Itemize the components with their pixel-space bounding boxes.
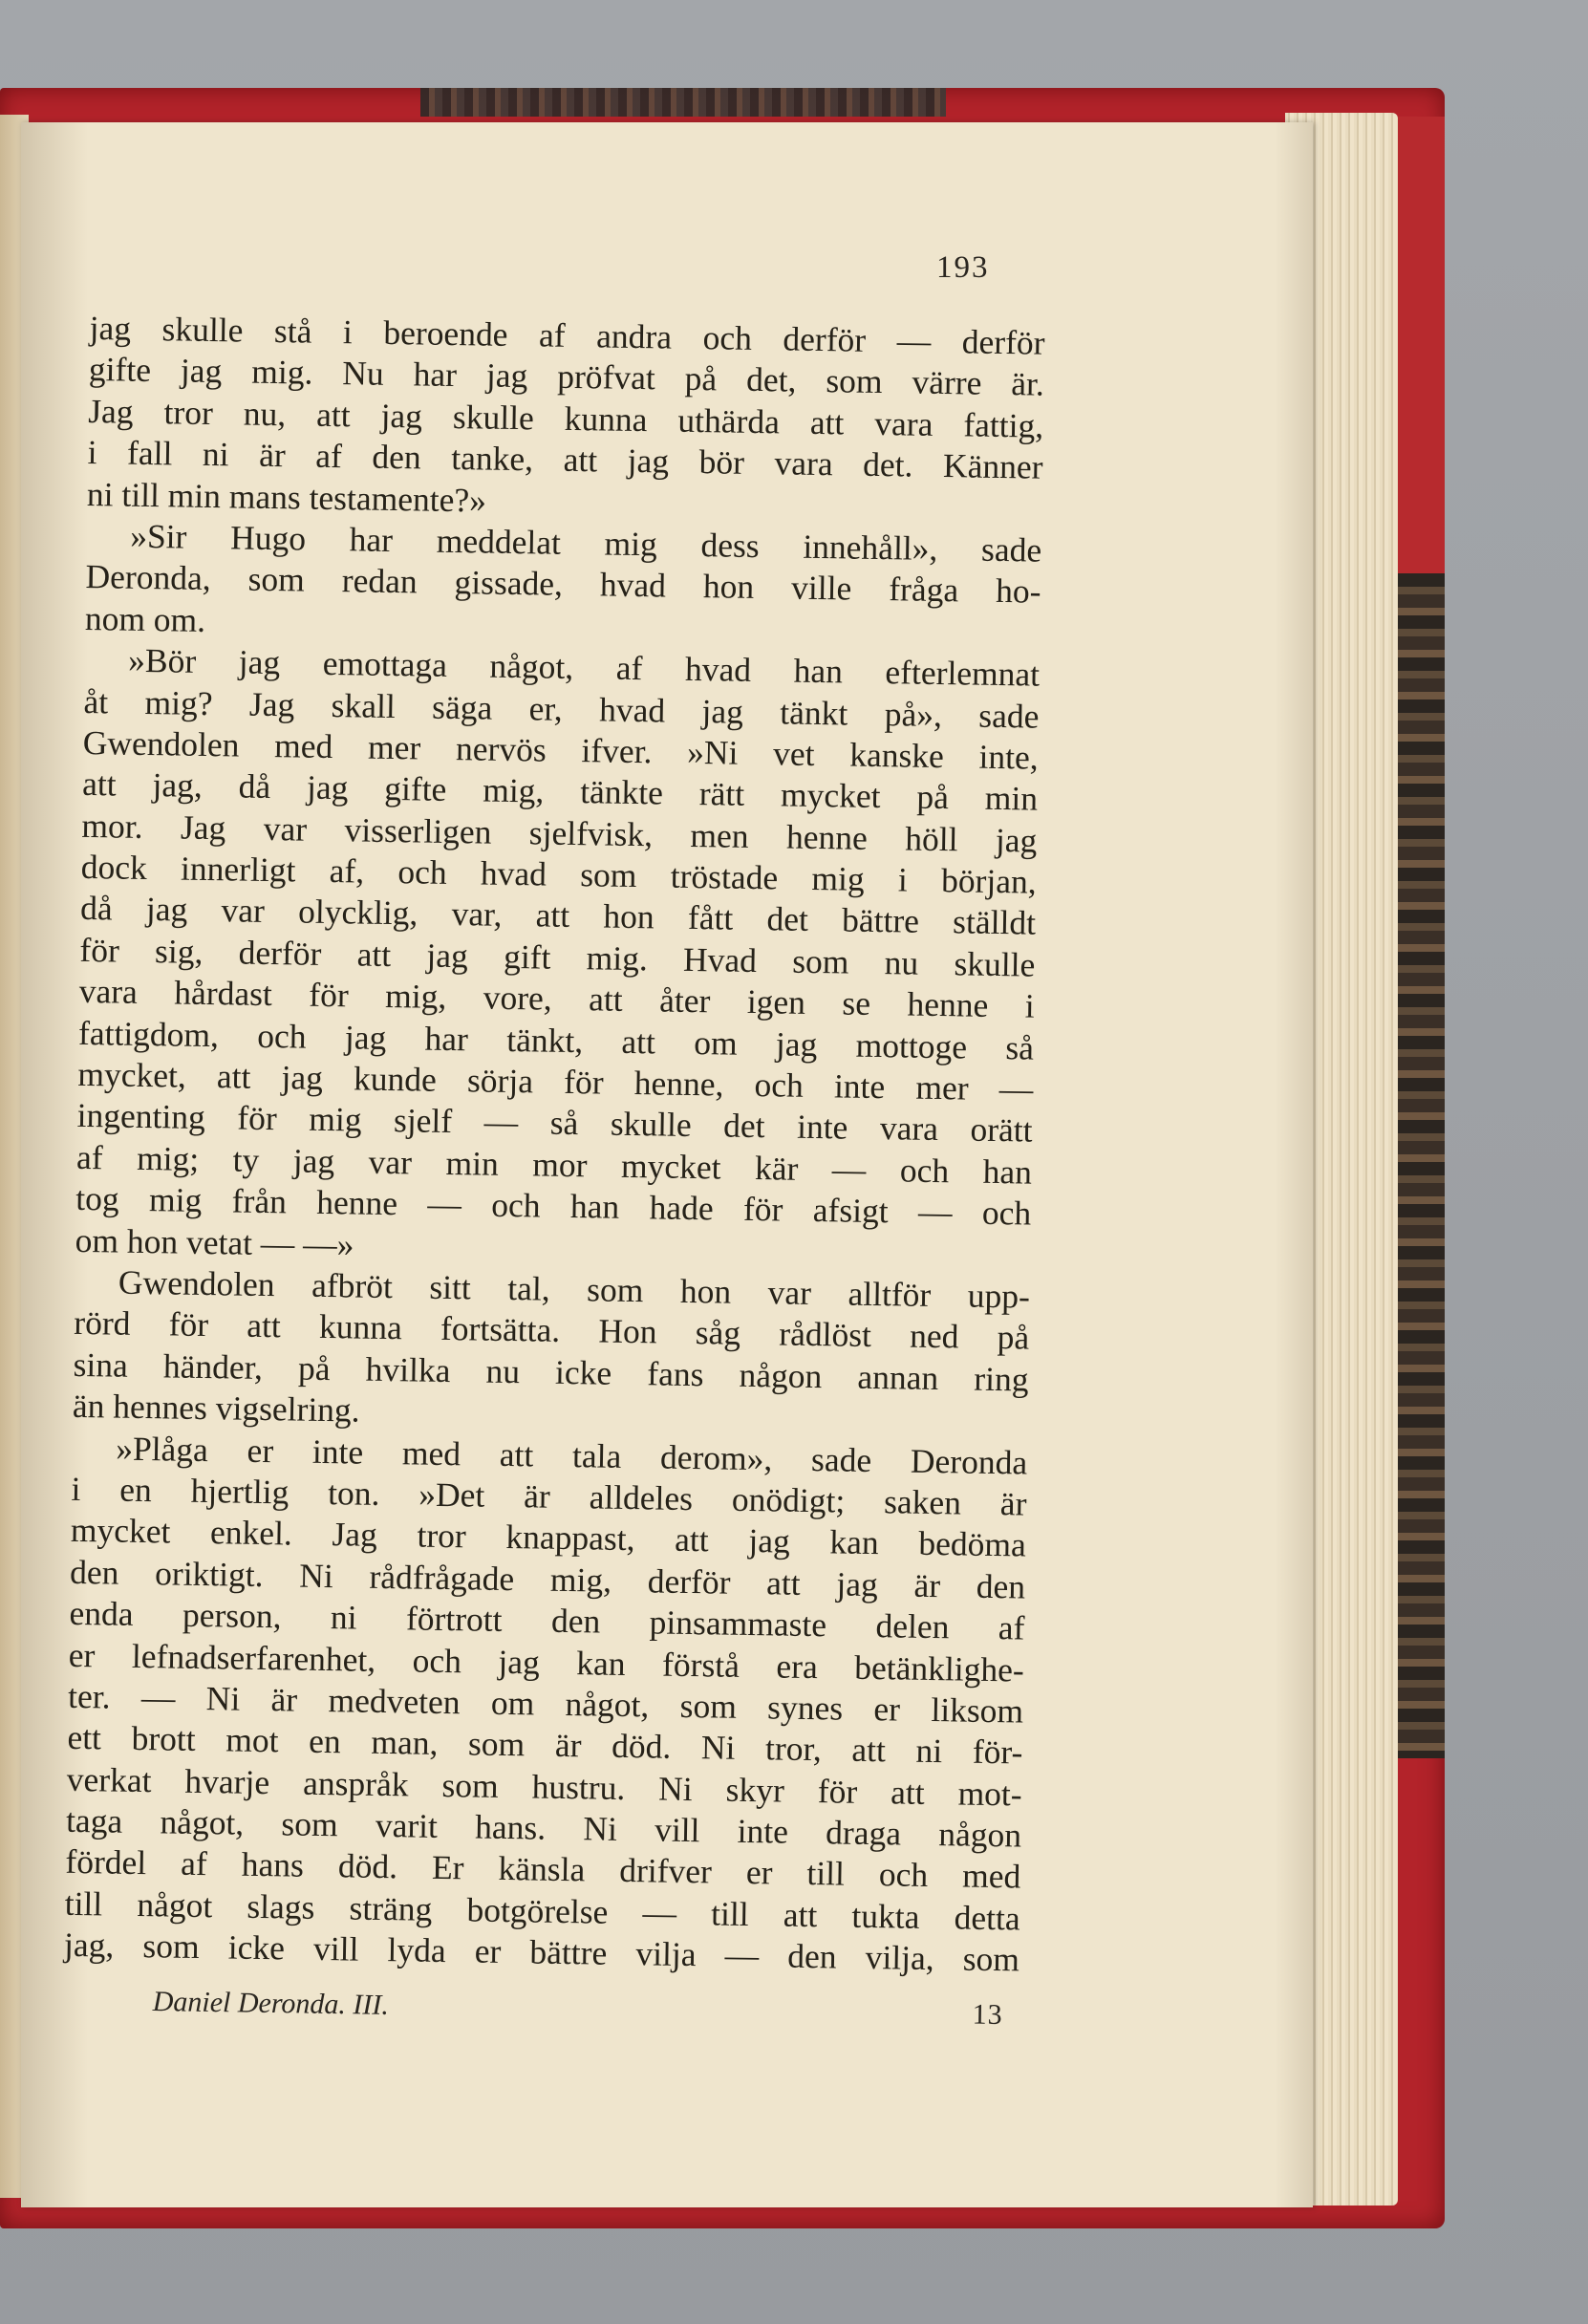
- text-line: den oriktigt. Ni rådfrågade mig, derför att jag är den: [69, 1552, 1026, 1606]
- text-line: »Plåga er inte med att tala derom», sade Deronda: [115, 1429, 1028, 1482]
- text-line: sina händer, på hvilka nu icke fans någon annan ring: [73, 1345, 1029, 1399]
- text-line: än hennes vigselring.: [72, 1387, 360, 1430]
- page-text: [64, 308, 1045, 1981]
- text-line: åt mig? Jag skall säga er, hvad jag tänkt på», sade: [83, 681, 1040, 736]
- text-line: rörd för att kunna fortsätta. Hon såg rådlöst ned på: [73, 1303, 1030, 1357]
- text-line: gifte jag mig. Nu har jag pröfvat på det, som värre är.: [88, 350, 1045, 404]
- text-line: till något slags sträng botgörelse — till att tukta detta: [64, 1883, 1020, 1938]
- text-line: mycket, att jag kunde sörja för henne, och inte mer —: [77, 1054, 1034, 1108]
- text-line: vara hårdast för mig, vore, att åter igen se henne i: [78, 972, 1035, 1025]
- text-line: af mig; ty jag var min mor mycket kär — och han: [75, 1137, 1033, 1192]
- text-line: nom om.: [84, 598, 206, 639]
- footer-running-title: Daniel Deronda. III.: [152, 1986, 390, 2021]
- text-line: ter. — Ni är medveten om något, som synes er liksom: [67, 1676, 1024, 1731]
- text-line: ingenting för mig sjelf — så skulle det inte vara orätt: [76, 1096, 1033, 1151]
- text-line: mycket enkel. Jag tror knappast, att jag kan bedöma: [70, 1511, 1027, 1564]
- text-line: er lefnadserfarenhet, och jag kan förstå era betänklighe-: [68, 1635, 1025, 1689]
- text-line: då jag var olycklig, var, att hon fått det bättre ställdt: [79, 889, 1037, 943]
- text-line: jag skulle stå i beroende af andra och derför — derför: [89, 308, 1045, 362]
- text-line: Gwendolen med mer nervös ifver. »Ni vet kanske inte,: [82, 722, 1040, 777]
- text-line: fattigdom, och jag har tänkt, att om jag mottoge så: [77, 1013, 1035, 1067]
- text-line: »Sir Hugo har meddelat mig dess innehåll», sade: [129, 516, 1042, 570]
- text-line: Gwendolen afbröt sitt tal, som hon var alltför upp-: [118, 1262, 1031, 1316]
- text-line: i fall ni är af den tanke, att jag bör vara det. Känner: [87, 433, 1043, 486]
- text-line: att jag, då jag gifte mig, tänkte rätt mycket på min: [81, 764, 1039, 818]
- text-line: dock innerligt af, och hvad som tröstade mig i början,: [80, 848, 1038, 901]
- text-line: om hon vetat — —»: [75, 1220, 354, 1264]
- text-line: i en hjertlig ton. »Det är alldeles onödigt; saken är: [71, 1469, 1027, 1523]
- text-line: för sig, derför att jag gift mig. Hvad som nu skulle: [79, 930, 1036, 984]
- text-line: ett brott mot en man, som är död. Ni tror, att ni för-: [67, 1718, 1023, 1772]
- text-line: taga något, som varit hans. Ni vill inte draga någon: [65, 1800, 1022, 1855]
- text-line: Jag tror nu, att jag skulle kunna uthärda att vara fattig,: [87, 391, 1044, 445]
- text-line: mor. Jag var visserligen sjelfvisk, men henne höll jag: [81, 806, 1038, 860]
- cover-marbled-edge-right: [1397, 573, 1445, 1758]
- footer-signature-mark: 13: [972, 1998, 1003, 2031]
- text-line: enda person, ni förtrott den pinsammaste delen af: [69, 1593, 1025, 1647]
- text-line: »Bör jag emottaga något, af hvad han efterlemnat: [127, 640, 1041, 694]
- text-line: jag, som icke vill lyda er bättre vilja — den vilja, som: [63, 1926, 1020, 1979]
- text-line: Deronda, som redan gissade, hvad hon ville fråga ho-: [85, 557, 1041, 612]
- cover-marbled-edge-top: [420, 88, 946, 117]
- text-line: ni till min mans testamente?»: [86, 474, 487, 520]
- cover-corner-red: [1397, 117, 1445, 573]
- page-number: 193: [936, 250, 990, 285]
- text-line: verkat hvarje anspråk som hustru. Ni skyr för att mot-: [66, 1759, 1023, 1814]
- text-line: tog mig från henne — och han hade för afsigt — och: [75, 1179, 1032, 1233]
- text-line: fördel af hans död. Er känsla drifver er till och med: [65, 1842, 1021, 1896]
